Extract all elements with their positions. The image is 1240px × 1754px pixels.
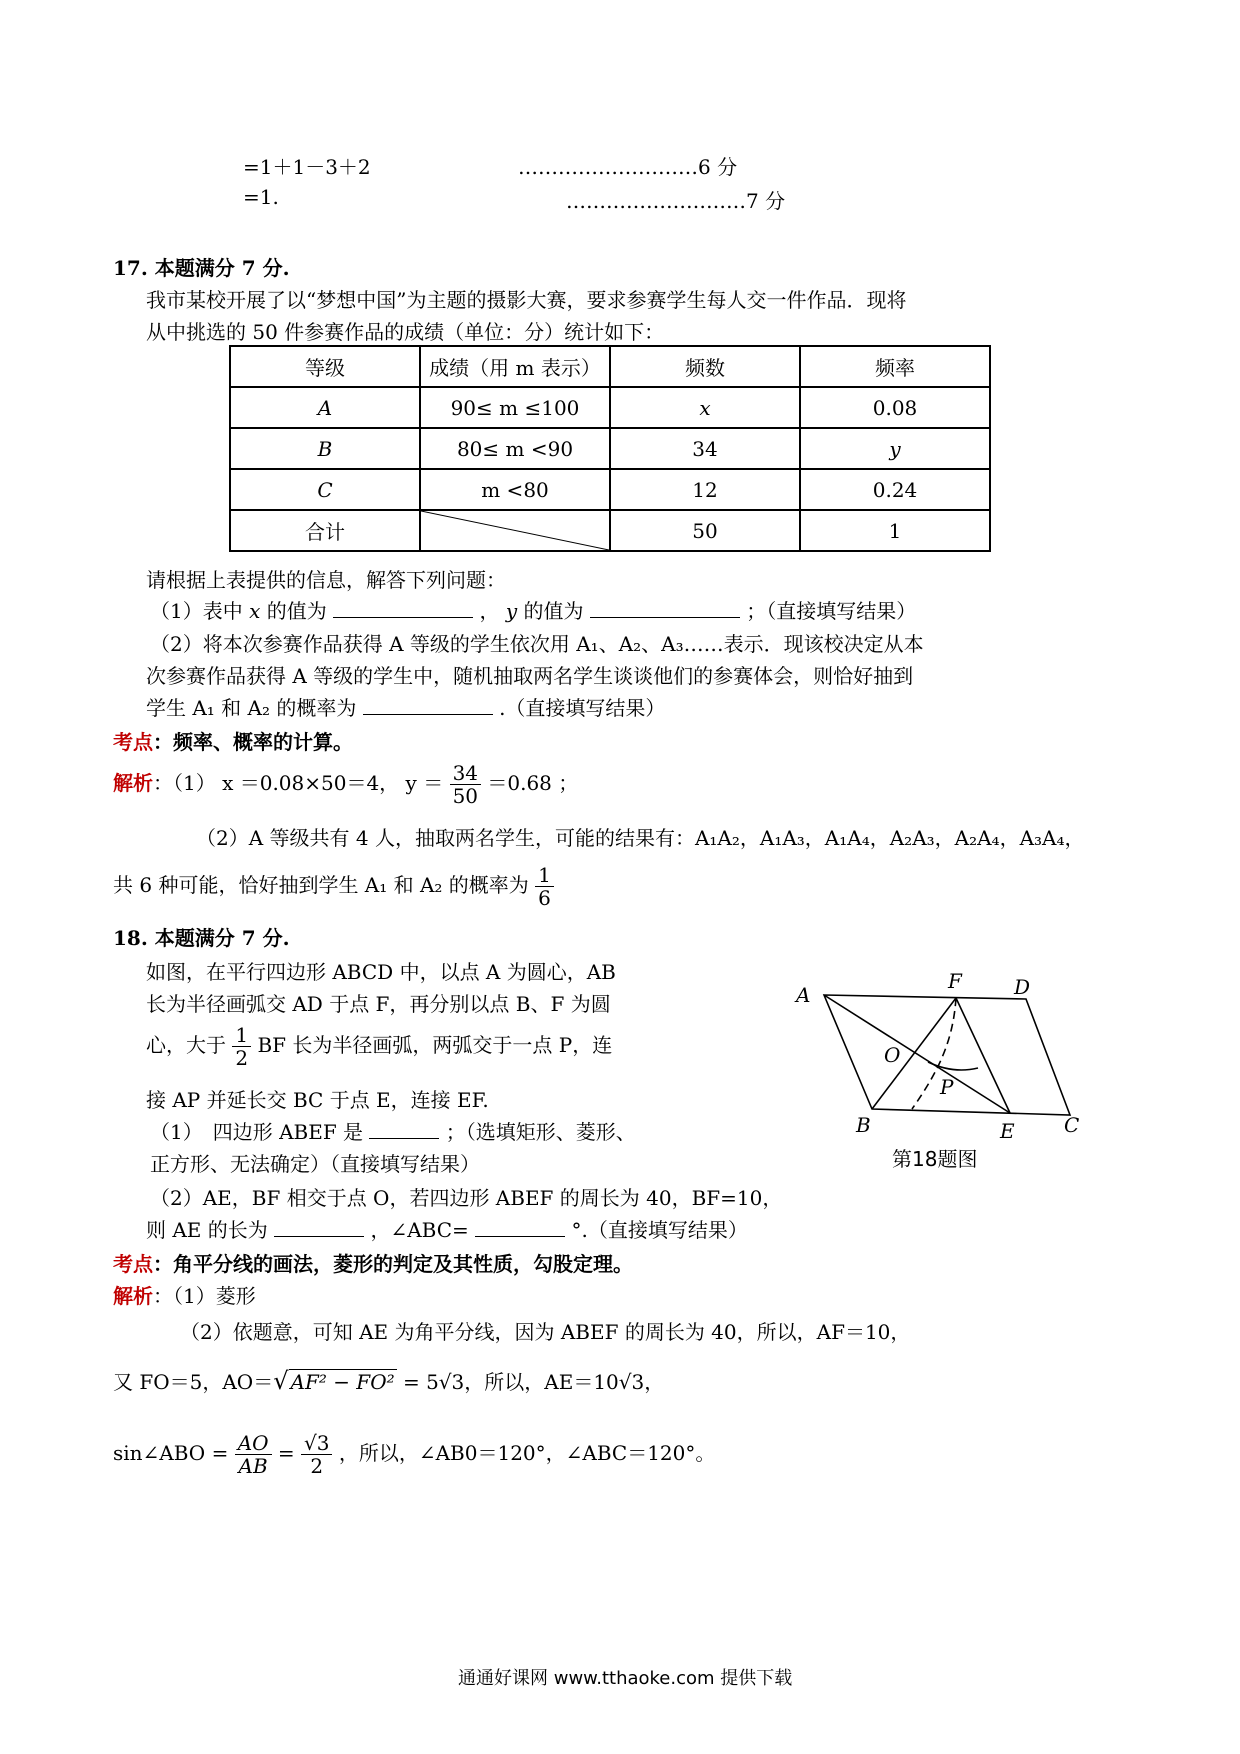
fraction-1-6: $\frac{1}{6}$ — [535, 864, 554, 909]
q17-solution-2-line1: （2）A 等级共有 4 人，抽取两名学生，可能的结果有：A₁A₂，A₁A₃，A₁A₄，A₂A₃，A₂A₄，A₃A₄， — [196, 826, 1085, 850]
table-cell: 0.24 — [800, 469, 990, 510]
q17-header: 17. 本题满分 7 分. — [113, 256, 290, 280]
table-cell: 80≤ m <90 — [420, 428, 610, 469]
table-header-cell: 频数 — [610, 346, 800, 387]
table-row — [230, 387, 990, 428]
label-e: E — [1000, 1119, 1015, 1143]
q18-kaodian: 考点：角平分线的画法，菱形的判定及其性质，勾股定理。 — [113, 1252, 633, 1276]
answer-blank-x[interactable] — [333, 599, 473, 618]
q18-line-2: 长为半径画弧交 AD 于点 F，再分别以点 B、F 为圆 — [146, 992, 611, 1016]
q17-intro-1: 我市某校开展了以“梦想中国”为主题的摄影大赛，要求参赛学生每人交一件作品．现将 — [146, 288, 907, 312]
label-p: P — [940, 1075, 954, 1099]
table-header-row — [230, 346, 990, 387]
q17-sub2-line1: （2）将本次参赛作品获得 A 等级的学生依次用 A₁、A₂、A₃……表示．现该校决定从本 — [150, 632, 924, 656]
table-header-cell: 频率 — [800, 346, 990, 387]
arc-intersect — [928, 1062, 978, 1070]
q17-solution-2-line2: 共 6 种可能，恰好抽到学生 A₁ 和 A₂ 的概率为 $\frac{1}{6}$ — [113, 864, 554, 909]
q18-line-4: 接 AP 并延长交 BC 于点 E，连接 EF. — [146, 1088, 489, 1112]
label-c: C — [1064, 1113, 1080, 1137]
q17-solution-1: 解析：（1） x ＝0.08×50＝4， y ＝ $\frac{34}{50}$ ＝0.68 ； — [113, 761, 579, 808]
fraction-sqrt3-2: $\frac{√3}{2}$ — [301, 1432, 332, 1477]
diagonal-line — [421, 511, 609, 550]
q18-sub2: （2）AE，BF 相交于点 O，若四边形 ABEF 的周长为 40，BF=10， — [150, 1186, 783, 1210]
table-cell: 34 — [610, 428, 800, 469]
table-header-cell: 等级 — [230, 346, 420, 387]
table-cell: C — [230, 469, 420, 510]
calc-line-2-score: ………………………7 分 — [566, 189, 786, 213]
q17-prompt: 请根据上表提供的信息，解答下列问题： — [146, 568, 506, 592]
answer-blank-probability[interactable] — [363, 696, 493, 715]
calc-line-1: =1＋1－3＋2 — [243, 155, 371, 179]
q18-header: 18. 本题满分 7 分. — [113, 926, 290, 950]
label-d: D — [1014, 975, 1031, 999]
table-cell: 50 — [610, 510, 800, 551]
table-cell: x — [610, 387, 800, 428]
table-row — [230, 428, 990, 469]
table-row — [230, 510, 990, 551]
score-table — [229, 345, 991, 552]
table-cell: A — [230, 387, 420, 428]
table-cell: m <80 — [420, 469, 610, 510]
q18-line-1: 如图，在平行四边形 ABCD 中，以点 A 为圆心，AB — [146, 960, 616, 984]
footer: 通通好课网 www.tthaoke.com 提供下载 — [458, 1668, 793, 1689]
q17-intro-2: 从中挑选的 50 件参赛作品的成绩（单位：分）统计如下： — [146, 320, 665, 344]
q17-sub2-line3: 学生 A₁ 和 A₂ 的概率为 .（直接填写结果） — [146, 696, 666, 720]
answer-blank-ae[interactable] — [274, 1218, 364, 1237]
table-cell: B — [230, 428, 420, 469]
calc-line-1-score: ………………………6 分 — [518, 155, 738, 179]
figure-caption: 第18题图 — [892, 1147, 978, 1171]
q17-sub2-line2: 次参赛作品获得 A 等级的学生中，随机抽取两名学生谈谈他们的参赛体会，则恰好抽到 — [146, 664, 914, 688]
label-o: O — [884, 1043, 901, 1067]
label-b: B — [856, 1113, 871, 1137]
q18-sub1-line2: 正方形、无法确定）（直接填写结果） — [150, 1152, 480, 1176]
table-header-cell: 成绩（用 m 表示） — [420, 346, 610, 387]
q18-solution-1: 解析：（1）菱形 — [113, 1284, 256, 1308]
q18-solution-2: （2）依题意，可知 AE 为角平分线，因为 ABEF 的周长为 40，所以，AF＝10， — [180, 1320, 911, 1344]
q18-solution-4: sin∠ABO = $\frac{AO}{AB}$ = $\frac{√3}{2}$ ，所以，∠AB0＝120°，∠ABC＝120°。 — [113, 1431, 716, 1478]
table-cell: y — [800, 428, 990, 469]
table-cell: 合计 — [230, 510, 420, 551]
fraction-1-2: $\frac{1}{2}$ — [232, 1024, 251, 1069]
table-cell-diagonal — [420, 510, 610, 551]
table-cell: 1 — [800, 510, 990, 551]
q17-kaodian: 考点：频率、概率的计算。 — [113, 730, 353, 754]
q18-line-3: 心，大于 $\frac{1}{2}$ BF 长为半径画弧，两弧交于一点 P，连 — [146, 1023, 613, 1070]
label-f: F — [948, 969, 962, 993]
q18-sub2-line2: 则 AE 的长为 ，∠ABC= °.（直接填写结果） — [146, 1218, 748, 1242]
fraction-34-50: $\frac{34}{50}$ — [450, 762, 481, 807]
table-cell: 90≤ m ≤100 — [420, 387, 610, 428]
table-cell: 12 — [610, 469, 800, 510]
q18-sub1: （1） 四边形 ABEF 是 ；（选填矩形、菱形、 — [150, 1120, 636, 1144]
q18-solution-3: 又 FO＝5，AO＝√ AF² − FO² = 5√3，所以，AE＝10√3， — [113, 1367, 665, 1395]
fraction-ao-ab: $\frac{AO}{AB}$ — [235, 1432, 272, 1477]
answer-blank-shape[interactable] — [369, 1120, 439, 1139]
table-row — [230, 469, 990, 510]
answer-blank-angle[interactable] — [475, 1218, 565, 1237]
parallelogram-figure — [788, 962, 1088, 1172]
label-a: A — [796, 983, 811, 1007]
q17-sub1: （1）表中 x 的值为 ， y 的值为 ；（直接填写结果） — [150, 599, 917, 623]
answer-blank-y[interactable] — [590, 599, 740, 618]
table-cell: 0.08 — [800, 387, 990, 428]
calc-line-2: =1. — [243, 185, 279, 209]
